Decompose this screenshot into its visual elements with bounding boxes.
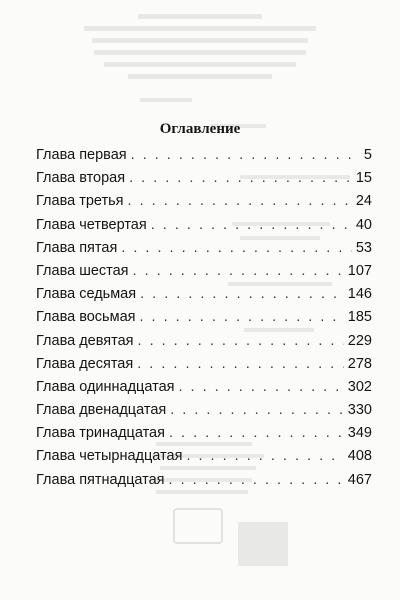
toc-entry-page: 330 [347,402,372,419]
toc-entry [36,399,372,422]
toc-entry-label: Глава третья [36,193,124,210]
toc-entry-label: Глава шестая [36,262,129,279]
toc-title: Оглавление [159,121,241,138]
toc-dot-leader [179,376,344,399]
toc-entry-label: Глава восьмая [36,309,136,326]
toc-dot-leader [128,190,352,213]
toc-entry [36,445,372,468]
toc-entry-label: Глава одиннадцатая [36,378,175,395]
toc-entry-page: 107 [347,262,372,279]
toc-dot-leader [138,330,344,353]
toc-entry-label: Глава пятнадцатая [36,471,165,488]
toc-entry-page: 15 [355,170,372,187]
toc-entry [36,260,372,283]
toc-entry [36,167,372,190]
bleed-through-age-badge [173,508,223,544]
bleed-through-line [94,50,306,55]
toc-entry-page: 278 [347,355,372,372]
toc-entry-page: 5 [363,147,372,163]
toc-dot-leader [133,260,344,283]
toc-entry-page: 24 [355,193,372,210]
bleed-through-barcode [238,522,288,566]
toc-entry-page: 146 [347,286,372,303]
toc-dot-leader [170,399,344,422]
toc-entry [36,144,372,167]
toc-entry [36,376,372,399]
bleed-through-line [104,62,296,67]
toc-entry-label: Глава первая [36,147,127,163]
toc-entry-page: 349 [347,425,372,442]
toc-entry-page: 302 [347,378,372,395]
toc-entry-label: Глава седьмая [36,286,137,303]
bleed-through-line [92,38,308,43]
toc-dot-leader [140,306,344,329]
toc-entry [36,422,372,445]
bleed-through-line [128,74,272,79]
toc-entry-page: 229 [347,332,372,349]
toc-entry-page: 185 [347,309,372,326]
toc-dot-leader [169,469,344,492]
toc-entry [36,469,372,492]
bleed-through-line [138,14,262,19]
toc-dot-leader [151,214,352,237]
toc-entry-label: Глава тринадцатая [36,425,165,442]
toc-entry [36,283,372,306]
toc-entry-label: Глава вторая [36,170,126,187]
toc-dot-leader [137,353,344,376]
toc-dot-leader [131,144,360,167]
toc-entry [36,330,372,353]
toc-entry-page: 53 [355,239,372,256]
bleed-through-line [140,98,192,102]
toc-entry-label: Глава четырнадцатая [36,448,183,465]
toc-dot-leader [140,283,344,306]
toc-entry [36,353,372,376]
toc-entry-page: 40 [355,216,372,233]
toc-entry-page: 408 [347,448,372,465]
toc-dot-leader [121,237,352,260]
bleed-through-line [84,26,316,31]
toc-list [36,144,372,492]
toc-entry [36,214,372,237]
toc-entry-label: Глава двенадцатая [36,402,167,419]
toc-entry-label: Глава девятая [36,332,134,349]
toc-entry-label: Глава десятая [36,355,134,372]
toc-dot-leader [169,422,344,445]
toc-entry-label: Глава четвертая [36,216,147,233]
toc-dot-leader [186,445,343,468]
toc-entry-page: 467 [347,471,372,488]
toc-entry [36,190,372,213]
toc-entry [36,306,372,329]
toc-entry [36,237,372,260]
toc-entry-label: Глава пятая [36,239,118,256]
toc-dot-leader [129,167,352,190]
